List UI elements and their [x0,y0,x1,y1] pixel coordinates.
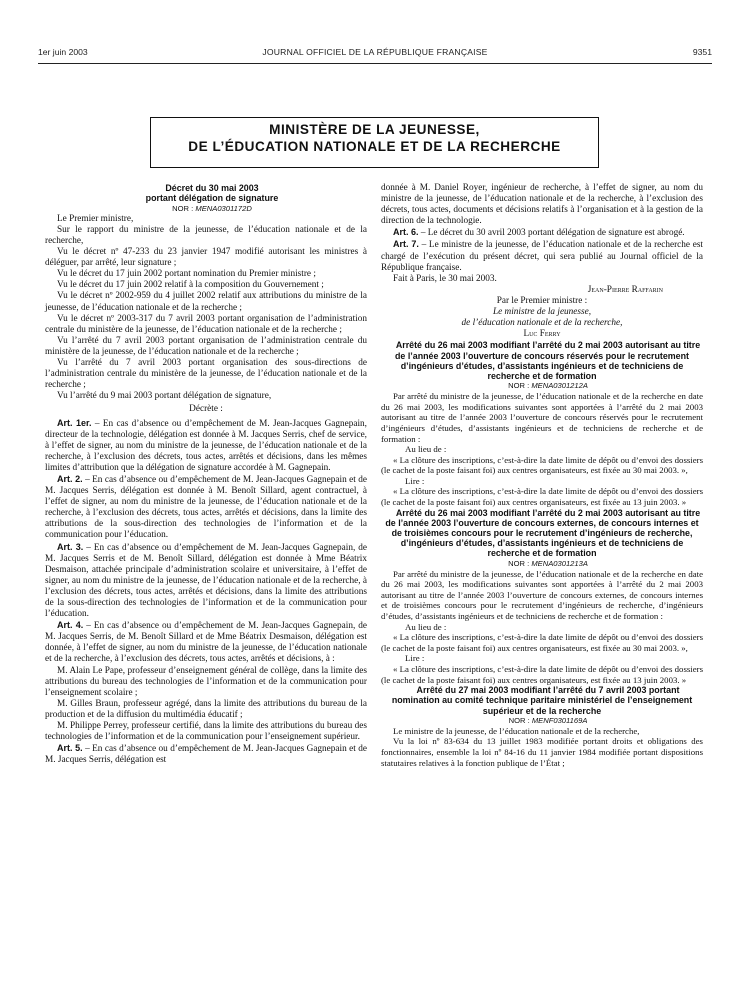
signature-minister-title-2: de l’éducation nationale et de la recherche, [461,318,623,329]
arrete2-title: Arrêté du 26 mai 2003 modifiant l’arrêté du 2 mai 2003 autorisant au titre de l’année 2003 l’ouverture de concours externes, de concours internes et de troisièmes concours pour le recrutement d’ingénieurs de recherche, d’ingénieurs d’études, d’assistants ingénieurs et de techniciens de recherche et de formation [385,507,701,559]
article-label: Art. 4. [57,620,84,631]
article-3 [45,542,367,621]
article-text: – Le ministre de la jeunesse, de l’éducation nationale et de la recherche est chargé de l’exécution du présent décret, qui sera publié au Journal officiel de la République française. [381,240,703,273]
decret-para: Vu le décret du 17 juin 2002 relatif à la composition du Gouvernement ; [57,280,324,291]
arrete2-quote-new: « La clôture des inscriptions, c’est-à-dire la date limite de dépôt ou d’envoi des dossiers (le cachet de la poste faisant foi) aux centres organisateurs, est fixée au 13 juin 2003. » [381,664,703,685]
article-text: – En cas d’absence ou d’empêchement de M. Jean-Jacques Gagnepain, de M. Jacques Serris, de M. Benoît Sillard et de Mme Béatrix Desmaison, délégation est donnée, à l’effet de signer, au nom du ministre de la jeunesse, de l’éducation nationale et de la recherche, à l’exclusion des décrets, tous actes, arrêtés et décisions, à : [45,621,368,665]
decret-title-line2: portant délégation de signature [145,193,279,204]
article-label: Art. 6. [393,227,419,238]
article-2 [45,474,367,542]
decret-para: Vu l’arrêté du 7 avril 2003 portant organisation de l’administration centrale du ministère de la jeunesse, de l’éducation nationale et de la recherche ; [45,335,367,357]
ministry-title-line1: MINISTÈRE DE LA JEUNESSE, [269,122,480,137]
signature-by-line: Par le Premier ministre : [496,295,588,306]
arrete2-lire: Lire : [405,653,425,664]
decret-para: Le Premier ministre, [57,213,134,224]
nor-code: MENA0301213A [531,558,588,568]
nor-label: NOR : [508,715,530,725]
article-text: – En cas d’absence ou d’empêchement de M. Jean-Jacques Gagnepain et de M. Jacques Serris, délégation est donnée à M. Benoît Sillard, agent contractuel, à l’effet de signer, au nom du ministre de la jeunesse, de l’éducation nationale et de la recherche, à l’exclusion des décrets, tous actes, arrêtés et décisions, dans la limite des attributions de la sous-direction des technologies de l’information et de la communication pour l’éducation. [45,474,367,541]
decret-para: Sur le rapport du ministre de la jeunesse, de l’éducation nationale et de la recherche, [45,224,367,246]
arrete1-para: Par arrêté du ministre de la jeunesse, de l’éducation nationale et de la recherche en date du 26 mai 2003, les modifications suivantes sont apportées à l’arrêté du 2 mai 2003 autorisant au titre de l’année 2003 l’ouverture de concours réservés pour le recrutement d’ingénieurs d’études, d’assistants ingénieurs et de techniciens de recherche et de formation : [381,391,703,444]
arrete3-para: Le ministre de la jeunesse, de l’éducation nationale et de la recherche, [393,725,640,736]
arrete2-quote-old: « La clôture des inscriptions, c’est-à-dire la date limite de dépôt ou d’envoi des dossiers (le cachet de la poste faisant foi) aux centres organisateurs, est fixée au 30 mai 2003. », [381,632,703,653]
arrete3-para: Vu la loi nº 83-634 du 13 juillet 1983 modifiée portant droits et obligations des fonctionnaires, ensemble la loi nº 84-16 du 11 janvier 1984 modifiée portant dispositions statutaires relatives à la fonction publique de l’État ; [381,736,703,768]
decret-para: Vu l’arrêté du 7 avril 2003 portant organisation des sous-directions de l’administration centrale du ministère de la jeunesse, de l’éducation nationale et de la recherche ; [45,358,367,391]
header-journal-title: JOURNAL OFFICIEL DE LA RÉPUBLIQUE FRANÇAISE [262,47,488,57]
article-label: Art. 3. [57,541,84,552]
arrete1-quote-new: « La clôture des inscriptions, c’est-à-dire la date limite de dépôt ou d’envoi des dossiers (le cachet de la poste faisant foi) aux centres organisateurs, est fixée au 13 juin 2003. » [381,486,703,508]
article-5 [45,743,367,766]
decret-para: Vu le décret nº 47-233 du 23 janvier 1947 modifié autorisant les ministres à déléguer, par arrêté, leur signature ; [45,247,367,269]
nor-code: MENA0301172D [195,203,252,213]
arrete3-title: Arrêté du 27 mai 2003 modifiant l’arrêté du 7 avril 2003 portant nomination au comité technique paritaire ministériel de l’enseignement supérieur et de la recherche [391,685,693,716]
arrete1-au-lieu: Au lieu de : [405,444,447,455]
decrete-heading: Décrète : [189,404,223,415]
article-text: – En cas d’absence ou d’empêchement de M. Jean-Jacques Gagnepain, directeur de la technologie, délégation est donnée à M. Jacques Serris, chef de service, à l’effet de signer, au nom du ministre de la jeunesse, de l’éducation nationale et de la recherche, à l’exclusion des décrets, tous actes, arrêtés et décisions, dans les mêmes limites d’attribution que la délégation de signature accordée à M. Gagnepain. [45,418,367,473]
article-5-continued: donnée à M. Daniel Royer, ingénieur de recherche, à l’effet de signer, au nom du ministre de la jeunesse, de l’éducation nationale et de la recherche, à l’exclusion des décrets, tous actes, documents et décisions relatifs à l’organisation et à la gestion de la direction de la technologie. [381,183,703,227]
article-1 [45,418,367,474]
decret-para: Vu le décret nº 2003-317 du 7 avril 2003 portant organisation de l’administration centrale du ministère de la jeunesse, de l’éducation nationale et de la recherche ; [45,313,367,335]
arrete1-lire: Lire : [405,475,425,486]
right-column [381,183,703,768]
header-date: 1er juin 2003 [38,47,88,57]
article-text: – En cas d’absence ou d’empêchement de M. Jean-Jacques Gagnepain et de M. Jacques Serris, délégation est [45,744,367,766]
article-7 [381,239,703,273]
arrete2-para: Par arrêté du ministre de la jeunesse, de l’éducation nationale et de la recherche en date du 26 mai 2003, les modifications suivantes sont apportées à l’arrêté du 2 mai 2003 autorisant au titre de l’année 2003 l’ouverture de concours externes, de concours internes et de troisièmes concours pour le recrutement d’ingénieurs de recherche, d’ingénieurs d’études, d’assistants ingénieurs et de techniciens de recherche et de formation : [381,568,703,622]
article-4-delegate: M. Gilles Braun, professeur agrégé, dans la limite des attributions du bureau de la production et de la diffusion du multimédia éducatif ; [45,698,367,720]
header-rule [38,63,712,64]
decret-nor [45,204,367,214]
ministry-box [150,117,599,168]
arrete1-nor [381,381,703,391]
article-4 [45,620,367,665]
decret-para: Vu le décret du 17 juin 2002 portant nomination du Premier ministre ; [57,269,316,280]
article-label: Art. 1er. [57,417,92,428]
fait-a-paris: Fait à Paris, le 30 mai 2003. [393,273,497,284]
decret-para: Vu le décret nº 2002-959 du 4 juillet 2002 relatif aux attributions du ministre de la jeunesse, de l’éducation nationale et de la recherche ; [45,291,367,313]
article-text: – En cas d’absence ou d’empêchement de M. Jean-Jacques Gagnepain, de M. Jacques Serris et de M. Benoît Sillard, délégation est donnée à Mme Béatrix Desmaison, attachée principale d’administration scolaire et universitaire, à l’effet de signer, au nom du ministre de la jeunesse, de l’éducation nationale et de la recherche, à l’exclusion des décrets, tous actes, arrêtés et décisions, dans la limite des attributions de la sous-direction des technologies de l’information et de la communication pour l’éducation. [45,542,368,620]
arrete1-title: Arrêté du 26 mai 2003 modifiant l’arrêté du 2 mai 2003 autorisant au titre de l’année 2003 l’ouverture de concours réservés pour le recrutement d’ingénieurs d’études, d’assistants ingénieurs et de techniciens de recherche et de formation [395,340,701,381]
nor-label: NOR : [508,381,530,391]
article-4-delegate: M. Philippe Perrey, professeur certifié, dans la limite des attributions du bureau des technologies de l’information et de la communication pour l’enseignement supérieur. [45,721,367,743]
article-label: Art. 5. [57,743,83,754]
nor-code: MENF0301169A [531,715,588,725]
arrete3-nor [381,716,703,726]
nor-label: NOR : [508,558,530,568]
page-header [38,47,712,61]
nor-label: NOR : [172,203,194,213]
decret-para: Vu l’arrêté du 9 mai 2003 portant délégation de signature, [57,391,272,402]
nor-code: MENA0301212A [531,381,588,391]
signature-minister-title: Le ministre de la jeunesse, [492,307,592,318]
article-label: Art. 7. [393,239,419,250]
arrete2-au-lieu: Au lieu de : [405,621,447,632]
article-4-delegate: M. Alain Le Pape, professeur d’enseignement général de collège, dans la limite des attributions du bureau des technologies de l’information et de la communication pour l’enseignement scolaire ; [45,665,367,698]
left-column [45,183,367,766]
signature-minister-name: Luc Ferry [523,329,561,340]
article-label: Art. 2. [57,473,83,484]
arrete2-nor [381,559,703,569]
decret-title-line1: Décret du 30 mai 2003 [165,183,259,193]
article-text: – Le décret du 30 avril 2003 portant délégation de signature est abrogé. [418,228,685,239]
article-6 [381,227,703,239]
signature-prime-minister: Jean-Pierre Raffarin [587,284,663,295]
header-page-number: 9351 [692,47,712,57]
ministry-title-line2: DE L’ÉDUCATION NATIONALE ET DE LA RECHERCHE [188,139,561,154]
arrete1-quote-old: « La clôture des inscriptions, c’est-à-dire la date limite de dépôt ou d’envoi des dossiers (le cachet de la poste faisant foi) aux centres organisateurs, est fixée au 30 mai 2003. », [381,454,703,476]
